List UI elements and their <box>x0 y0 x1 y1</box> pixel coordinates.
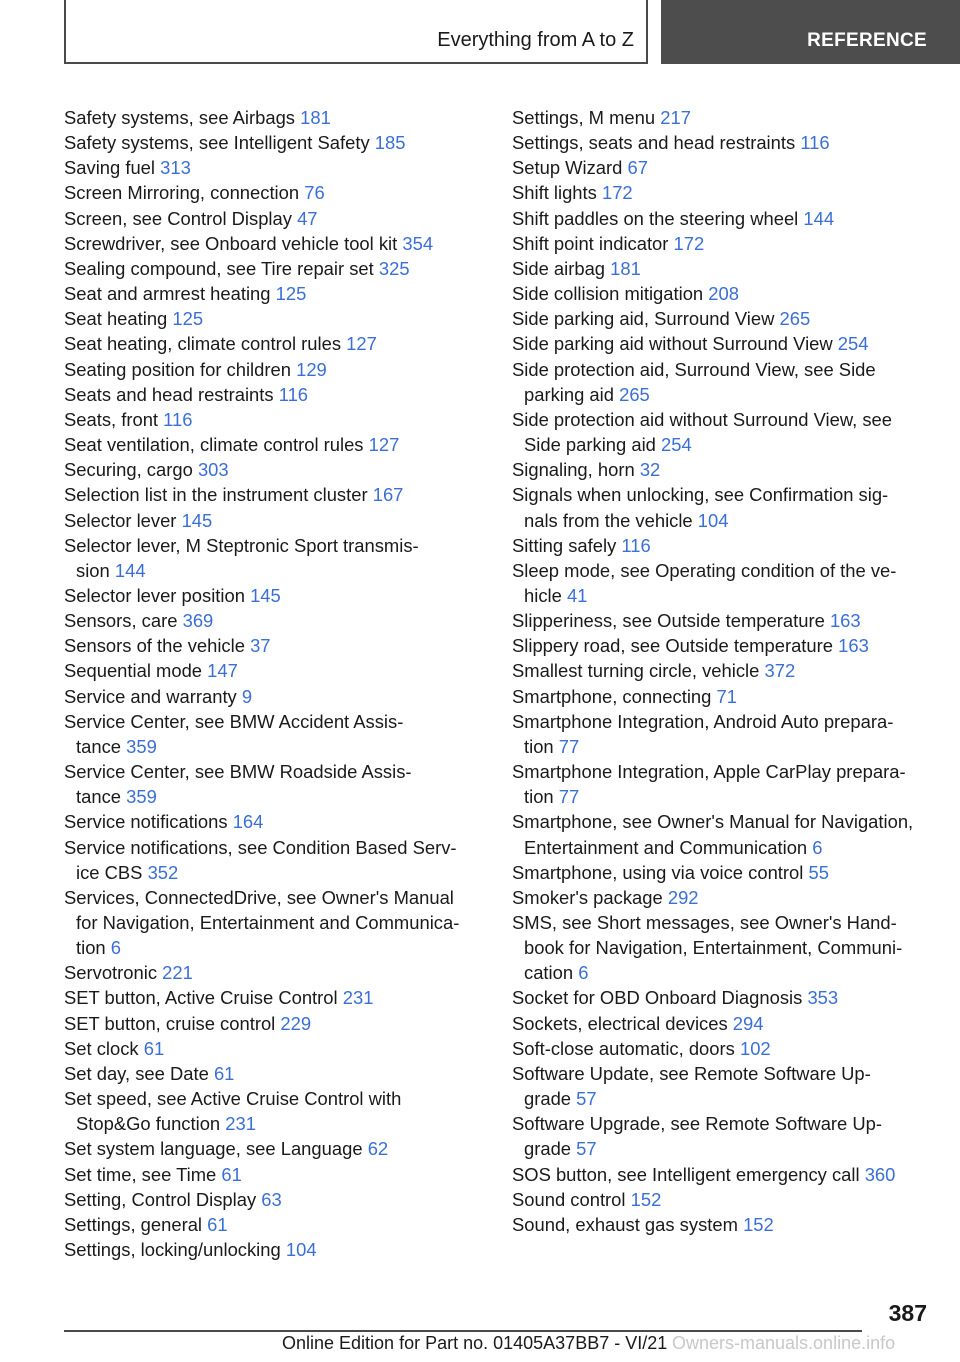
page-reference-link[interactable]: 265 <box>619 383 650 405</box>
index-entry-text: Set speed, see Active Cruise Control with <box>64 1088 402 1110</box>
page-reference-link[interactable]: 57 <box>576 1138 597 1160</box>
index-entry <box>64 130 489 155</box>
index-entry <box>512 407 932 457</box>
index-entry <box>64 407 489 432</box>
index-entry <box>64 1162 489 1187</box>
index-entry-text: Seats and head restraints <box>64 383 274 405</box>
index-entry <box>64 1011 489 1036</box>
index-entry-text: Smoker's package <box>512 886 663 908</box>
page-reference-link[interactable]: 6 <box>578 962 589 984</box>
footer-edition: Online Edition for Part no. 01405A37BB7 - VI/21 <box>282 1333 668 1353</box>
page-reference-link[interactable]: 61 <box>213 1062 235 1084</box>
index-entry-text: hicle <box>524 584 562 606</box>
header-chapter-title: REFERENCE <box>807 30 927 51</box>
index-entry-text: Smartphone Integration, Android Auto prepara- <box>512 710 894 732</box>
index-entry-text: tance <box>76 735 121 757</box>
index-entry-text: SMS, see Short messages, see Owner's Hand- <box>512 912 897 933</box>
index-entry <box>512 709 932 759</box>
index-entry-text: Selector lever position <box>64 584 245 606</box>
page-reference-link[interactable]: 125 <box>172 308 204 330</box>
index-entry <box>512 533 932 558</box>
index-entry-text: parking aid <box>524 383 614 405</box>
index-entry <box>512 206 932 231</box>
page-number: 387 <box>888 1300 927 1326</box>
index-entry <box>512 180 932 205</box>
index-entry <box>512 130 932 155</box>
index-entry-text: Smartphone Integration, Apple CarPlay prepara- <box>512 761 906 783</box>
page-reference-link[interactable]: 152 <box>743 1213 774 1235</box>
page-reference-link[interactable]: 55 <box>808 861 829 883</box>
index-entry <box>64 1036 489 1061</box>
index-entry-text: tion <box>524 786 554 808</box>
index-entry-text: Screen Mirroring, connection <box>64 182 300 204</box>
index-entry <box>64 1237 489 1262</box>
index-entry-text: Seat and armrest heating <box>64 283 271 305</box>
index-column-right <box>512 105 932 1237</box>
index-entry <box>512 357 932 407</box>
index-entry <box>64 432 489 457</box>
index-entry <box>64 1212 489 1237</box>
page-reference-link[interactable]: 127 <box>368 434 400 456</box>
index-entry-text: Servotronic <box>64 962 158 984</box>
index-entry-text: grade <box>524 1138 572 1160</box>
page-reference-link[interactable]: 254 <box>837 333 869 355</box>
index-entry-text: Saving fuel <box>64 157 155 179</box>
index-entry-text: Side protection aid without Surround View, see <box>512 408 892 430</box>
index-entry <box>512 558 932 608</box>
index-entry <box>64 684 489 709</box>
index-entry <box>64 1187 489 1212</box>
page-reference-link[interactable]: 221 <box>162 962 193 984</box>
index-entry-text: Services, ConnectedDrive, see Owner's Manual <box>64 886 454 908</box>
index-entry-text: Software Update, see Remote Software Up- <box>512 1062 871 1084</box>
index-entry-text: nals from the vehicle <box>524 509 693 531</box>
index-entry-text: for Navigation, Entertainment and Communica- <box>76 912 460 933</box>
index-entry-text: Selection list in the instrument cluster <box>64 484 368 506</box>
index-entry-text: Seat heating <box>64 308 168 330</box>
page-reference-link[interactable]: 104 <box>697 509 729 531</box>
index-entry-text: SOS button, see Intelligent emergency call <box>512 1163 860 1185</box>
index-entry-text: Sound, exhaust gas system <box>512 1213 738 1235</box>
page-reference-link[interactable]: 6 <box>812 836 823 858</box>
index-entry-text: Seats, front <box>64 408 159 430</box>
index-entry-text: ice CBS <box>76 861 143 883</box>
page-reference-link[interactable]: 67 <box>627 157 648 179</box>
header-section-box <box>64 0 648 64</box>
page-reference-link[interactable]: 217 <box>660 107 691 128</box>
page-reference-link[interactable]: 185 <box>374 132 406 154</box>
page-reference-link[interactable]: 208 <box>708 283 739 305</box>
index-entry-text: sion <box>76 559 110 581</box>
index-entry-text: Sealing compound, see Tire repair set <box>64 257 374 279</box>
index-entry-text: SET button, cruise control <box>64 1012 276 1034</box>
page-reference-link[interactable]: 152 <box>630 1188 662 1210</box>
index-entry <box>64 457 489 482</box>
index-entry <box>64 382 489 407</box>
index-entry <box>512 759 932 809</box>
index-entry-text: Seat ventilation, climate control rules <box>64 434 364 456</box>
page-reference-link[interactable]: 181 <box>300 107 331 128</box>
index-entry <box>512 1036 932 1061</box>
index-entry <box>512 1011 932 1036</box>
index-entry-text: Screwdriver, see Onboard vehicle tool kit <box>64 232 398 254</box>
page-reference-link[interactable]: 76 <box>304 182 325 204</box>
index-entry-text: Settings, seats and head restraints <box>512 132 796 154</box>
page-reference-link[interactable]: 325 <box>378 257 410 279</box>
index-entry-text: Side parking aid without Surround View <box>512 333 833 355</box>
index-entry-text: tance <box>76 786 121 808</box>
page-reference-link[interactable]: 167 <box>372 484 404 506</box>
page-reference-link[interactable]: 181 <box>610 257 641 279</box>
index-entry <box>64 256 489 281</box>
index-entry <box>512 256 932 281</box>
index-entry-text: Stop&Go function <box>76 1113 221 1135</box>
page-reference-link[interactable]: 129 <box>296 358 327 380</box>
page-reference-link[interactable]: 231 <box>225 1113 256 1135</box>
index-entry-text: Shift point indicator <box>512 232 669 254</box>
index-entry-text: Smallest turning circle, vehicle <box>512 660 760 682</box>
page-reference-link[interactable]: 116 <box>278 383 309 405</box>
index-entry-text: Securing, cargo <box>64 459 193 481</box>
index-entry-text: cation <box>524 962 574 984</box>
index-entry-text: Signals when unlocking, see Confirmation sig- <box>512 484 889 506</box>
index-entry <box>512 482 932 532</box>
index-entry-text: Service notifications <box>64 811 228 833</box>
index-entry <box>64 658 489 683</box>
index-entry <box>512 231 932 256</box>
page-reference-link[interactable]: 77 <box>558 786 580 808</box>
index-entry-text: Sockets, electrical devices <box>512 1012 728 1034</box>
index-entry-text: Service and warranty <box>64 685 237 707</box>
index-entry <box>512 1212 932 1237</box>
page-reference-link[interactable]: 57 <box>576 1088 597 1110</box>
index-entry-text: Sitting safely <box>512 534 617 556</box>
page-reference-link[interactable]: 164 <box>232 811 264 833</box>
page-reference-link[interactable]: 359 <box>126 786 157 808</box>
page-reference-link[interactable]: 61 <box>143 1037 165 1059</box>
index-entry-text: Settings, locking/unlocking <box>64 1239 281 1261</box>
page-reference-link[interactable]: 9 <box>241 685 253 707</box>
index-entry-text: Settings, M menu <box>512 107 656 128</box>
index-entry-text: Seating position for children <box>64 358 291 380</box>
index-entry-text: SET button, Active Cruise Control <box>64 987 338 1009</box>
index-entry <box>64 105 489 130</box>
index-entry-text: Smartphone, see Owner's Manual for Navigation, <box>512 811 914 833</box>
page-reference-link[interactable]: 145 <box>181 509 213 531</box>
page-reference-link[interactable]: 61 <box>221 1163 242 1185</box>
index-entry <box>64 709 489 759</box>
index-entry-text: tion <box>76 937 106 959</box>
page-reference-link[interactable]: 369 <box>182 610 214 632</box>
index-entry <box>512 331 932 356</box>
index-entry <box>512 910 932 985</box>
page-reference-link[interactable]: 294 <box>732 1012 764 1034</box>
index-entry <box>64 1086 489 1136</box>
page-reference-link[interactable]: 127 <box>346 333 377 355</box>
index-entry <box>64 583 489 608</box>
index-entry <box>512 1061 932 1111</box>
index-entry-text: Set day, see Date <box>64 1062 209 1084</box>
page-reference-link[interactable]: 172 <box>601 182 633 204</box>
index-entry-text: Shift lights <box>512 182 597 204</box>
index-entry-text: Shift paddles on the steering wheel <box>512 207 799 229</box>
index-entry-text: Safety systems, see Intelligent Safety <box>64 132 370 154</box>
index-entry <box>64 180 489 205</box>
index-entry <box>512 457 932 482</box>
index-entry <box>64 155 489 180</box>
index-entry <box>64 482 489 507</box>
page-reference-link[interactable]: 372 <box>764 660 796 682</box>
page-reference-link[interactable]: 104 <box>285 1239 317 1261</box>
index-entry-text: Sequential mode <box>64 660 203 682</box>
page-reference-link[interactable]: 6 <box>110 937 122 959</box>
page-reference-link[interactable]: 303 <box>197 459 229 481</box>
index-entry-text: Seat heating, climate control rules <box>64 333 342 355</box>
index-entry-text: Slipperiness, see Outside temperature <box>512 610 825 632</box>
index-entry <box>512 658 932 683</box>
page-reference-link[interactable]: 63 <box>261 1188 282 1210</box>
index-entry <box>64 331 489 356</box>
index-entry-text: tion <box>524 735 554 757</box>
index-entry <box>512 281 932 306</box>
index-entry-text: Selector lever, M Steptronic Sport transmis- <box>64 534 419 556</box>
page-reference-link[interactable]: 352 <box>147 861 179 883</box>
index-entry-text: Selector lever <box>64 509 177 531</box>
page-reference-link[interactable]: 62 <box>367 1138 389 1160</box>
index-entry <box>64 960 489 985</box>
index-entry <box>512 1187 932 1212</box>
page-reference-link[interactable]: 313 <box>160 157 191 179</box>
index-entry-text: Set clock <box>64 1037 139 1059</box>
page-reference-link[interactable]: 353 <box>807 987 839 1009</box>
page-reference-link[interactable]: 145 <box>250 584 281 606</box>
page-reference-link[interactable]: 163 <box>838 635 869 657</box>
footer-rule <box>64 1330 862 1332</box>
index-entry-text: Smartphone, using via voice control <box>512 861 804 883</box>
index-entry-text: Sleep mode, see Operating condition of the ve- <box>512 559 897 581</box>
page-reference-link[interactable]: 37 <box>250 635 271 657</box>
index-entry <box>64 281 489 306</box>
page-reference-link[interactable]: 125 <box>275 283 307 305</box>
page-reference-link[interactable]: 354 <box>402 232 434 254</box>
page-reference-link[interactable]: 144 <box>803 207 835 229</box>
page-reference-link[interactable]: 147 <box>207 660 238 682</box>
index-entry <box>64 1061 489 1086</box>
index-entry <box>512 684 932 709</box>
index-entry <box>64 885 489 960</box>
index-entry-text: Sensors of the vehicle <box>64 635 245 657</box>
index-entry <box>64 1136 489 1161</box>
index-entry-text: Smartphone, connecting <box>512 685 712 707</box>
index-entry <box>512 985 932 1010</box>
index-entry <box>512 885 932 910</box>
index-entry-text: Side collision mitigation <box>512 283 704 305</box>
index-entry <box>64 533 489 583</box>
page-reference-link[interactable]: 71 <box>716 685 737 707</box>
index-entry <box>512 860 932 885</box>
page-reference-link[interactable]: 47 <box>297 207 318 229</box>
index-entry-text: Sensors, care <box>64 610 178 632</box>
index-entry <box>512 1162 932 1187</box>
page-reference-link[interactable]: 61 <box>207 1213 228 1235</box>
index-entry <box>512 809 932 859</box>
index-entry-text: Sound control <box>512 1188 626 1210</box>
index-entry <box>512 608 932 633</box>
index-entry-text: Setting, Control Display <box>64 1188 257 1210</box>
page-reference-link[interactable]: 32 <box>639 459 661 481</box>
index-entry-text: Service notifications, see Condition Based Serv- <box>64 836 457 858</box>
index-entry-text: Side protection aid, Surround View, see Side <box>512 358 876 380</box>
page-reference-link[interactable]: 41 <box>566 584 588 606</box>
index-entry-text: Settings, general <box>64 1213 203 1235</box>
index-entry-text: Socket for OBD Onboard Diagnosis <box>512 987 803 1009</box>
index-entry-text: grade <box>524 1088 572 1110</box>
index-entry <box>64 206 489 231</box>
index-entry <box>64 508 489 533</box>
index-entry-text: Slippery road, see Outside temperature <box>512 635 833 657</box>
page-reference-link[interactable]: 229 <box>280 1012 312 1034</box>
page-reference-link[interactable]: 116 <box>163 408 193 430</box>
index-entry-text: Software Upgrade, see Remote Software Up- <box>512 1113 883 1135</box>
index-entry <box>512 105 932 130</box>
index-column-left <box>64 105 489 1262</box>
page-reference-link[interactable]: 144 <box>114 559 146 581</box>
page-reference-link[interactable]: 77 <box>558 735 580 757</box>
header-chapter-tab <box>661 0 960 64</box>
page-reference-link[interactable]: 231 <box>342 987 374 1009</box>
index-entry <box>64 357 489 382</box>
index-entry <box>512 633 932 658</box>
index-entry <box>64 231 489 256</box>
index-entry <box>64 759 489 809</box>
index-entry-text: Side airbag <box>512 257 606 279</box>
index-entry-text: Service Center, see BMW Roadside Assis- <box>64 761 412 783</box>
index-entry-text: Entertainment and Communication <box>524 836 808 858</box>
index-entry <box>512 155 932 180</box>
index-entry <box>64 835 489 885</box>
page-reference-link[interactable]: 102 <box>739 1037 771 1059</box>
index-entry <box>64 608 489 633</box>
index-entry <box>64 633 489 658</box>
index-entry-text: book for Navigation, Entertainment, Communi- <box>524 937 903 959</box>
page-reference-link[interactable]: 116 <box>621 534 651 556</box>
index-entry-text: Set time, see Time <box>64 1163 217 1185</box>
index-entry-text: Setup Wizard <box>512 157 623 179</box>
index-entry-text: Signaling, horn <box>512 459 635 481</box>
index-entry <box>64 306 489 331</box>
page-reference-link[interactable]: 359 <box>126 735 157 757</box>
index-entry-text: Set system language, see Language <box>64 1138 363 1160</box>
page-reference-link[interactable]: 254 <box>661 434 692 456</box>
index-entry <box>512 306 932 331</box>
page-reference-link[interactable]: 116 <box>800 132 830 154</box>
footer-watermark: Owners-manuals.online.info <box>672 1333 896 1353</box>
page-reference-link[interactable]: 360 <box>864 1163 896 1185</box>
index-entry-text: Side parking aid <box>524 434 656 456</box>
index-entry-text: Screen, see Control Display <box>64 207 292 229</box>
page-reference-link[interactable]: 292 <box>667 886 699 908</box>
header-section-title: Everything from A to Z <box>437 29 634 51</box>
index-entry-text: Service Center, see BMW Accident Assis- <box>64 710 404 732</box>
page-reference-link[interactable]: 265 <box>779 308 811 330</box>
page-reference-link[interactable]: 163 <box>829 610 861 632</box>
index-entry-text: Safety systems, see Airbags <box>64 107 296 128</box>
index-entry <box>64 809 489 834</box>
page-reference-link[interactable]: 172 <box>673 232 705 254</box>
index-entry <box>512 1111 932 1161</box>
index-entry <box>64 985 489 1010</box>
index-entry-text: Side parking aid, Surround View <box>512 308 775 330</box>
index-entry-text: Soft-close automatic, doors <box>512 1037 735 1059</box>
